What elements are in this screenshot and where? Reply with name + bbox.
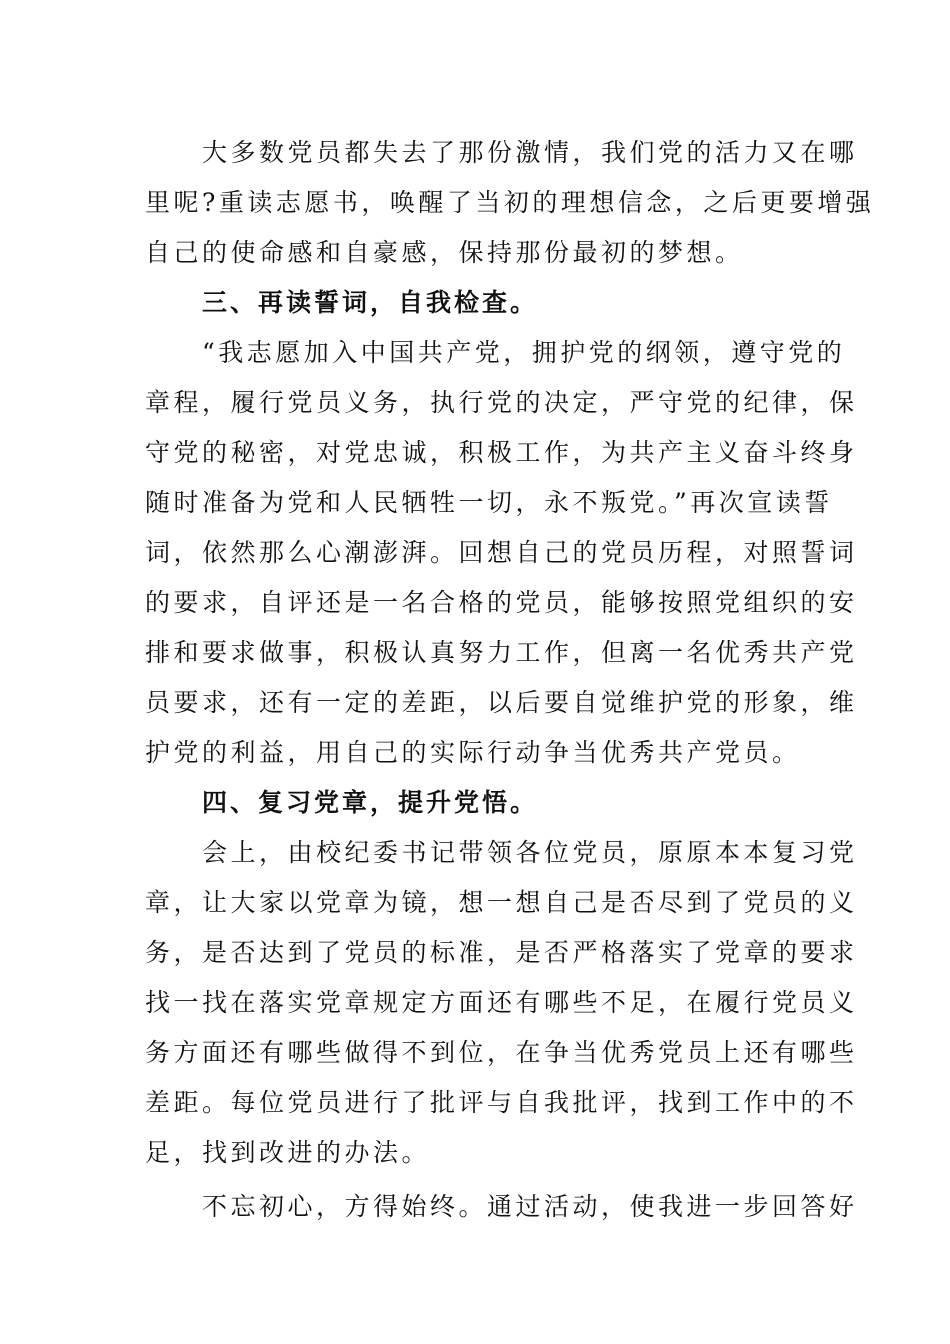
paragraph-oath bbox=[145, 328, 858, 778]
text-line: 的要求，自评还是一名合格的党员，能够按照党组织的安 bbox=[145, 588, 858, 617]
text-line: 找一找在落实党章规定方面还有哪些不足，在履行党员义 bbox=[145, 988, 858, 1017]
text-line: “我志愿加入中国共产党，拥护党的纲领，遵守党的 bbox=[202, 338, 846, 367]
text-line: 不忘初心，方得始终。通过活动，使我进一步回答好 bbox=[202, 1192, 858, 1221]
section-heading-oath bbox=[145, 278, 815, 328]
text-line: 里呢?重读志愿书，唤醒了当初的理想信念，之后更要增强 bbox=[145, 188, 875, 217]
text-line: 员要求，还有一定的差距，以后要自觉维护党的形象，维 bbox=[145, 688, 858, 717]
text-line: 足，找到改进的办法。 bbox=[145, 1138, 431, 1167]
text-line: 务，是否达到了党员的标准，是否严格落实了党章的要求 bbox=[145, 938, 858, 967]
text-line: 守党的秘密，对党忠诚，积极工作，为共产主义奋斗终身 bbox=[145, 438, 858, 467]
text-line: 务方面还有哪些做得不到位，在争当优秀党员上还有哪些 bbox=[145, 1038, 858, 1067]
text-line: 大多数党员都失去了那份激情，我们党的活力又在哪 bbox=[202, 138, 858, 167]
section-heading-charter bbox=[145, 778, 815, 828]
text-line: 章，让大家以党章为镜，想一想自己是否尽到了党员的义 bbox=[145, 888, 858, 917]
text-line: 护党的利益，用自己的实际行动争当优秀共产党员。 bbox=[145, 738, 801, 767]
paragraph-charter bbox=[145, 828, 858, 1178]
text-line: 排和要求做事，积极认真努力工作，但离一名优秀共产党 bbox=[145, 638, 858, 667]
heading-text: 三、再读誓词，自我检查。 bbox=[202, 288, 539, 317]
heading-text: 四、复习党章，提升党悟。 bbox=[202, 788, 539, 817]
text-line: 章程，履行党员义务，执行党的决定，严守党的纪律，保 bbox=[145, 388, 858, 417]
text-line: 自己的使命感和自豪感，保持那份最初的梦想。 bbox=[145, 238, 744, 267]
text-line: 会上，由校纪委书记带领各位党员，原原本本复习党 bbox=[202, 838, 858, 867]
paragraph-conclusion bbox=[145, 1182, 858, 1232]
text-line: 差距。每位党员进行了批评与自我批评，找到工作中的不 bbox=[145, 1088, 858, 1117]
document-body bbox=[145, 128, 875, 1232]
text-line: 随时准备为党和人民牺牲一切，永不叛党。”再次宣读誓 bbox=[145, 488, 833, 517]
text-line: 词，依然那么心潮澎湃。回想自己的党员历程，对照誓词 bbox=[145, 538, 858, 567]
paragraph-passion bbox=[145, 128, 875, 278]
